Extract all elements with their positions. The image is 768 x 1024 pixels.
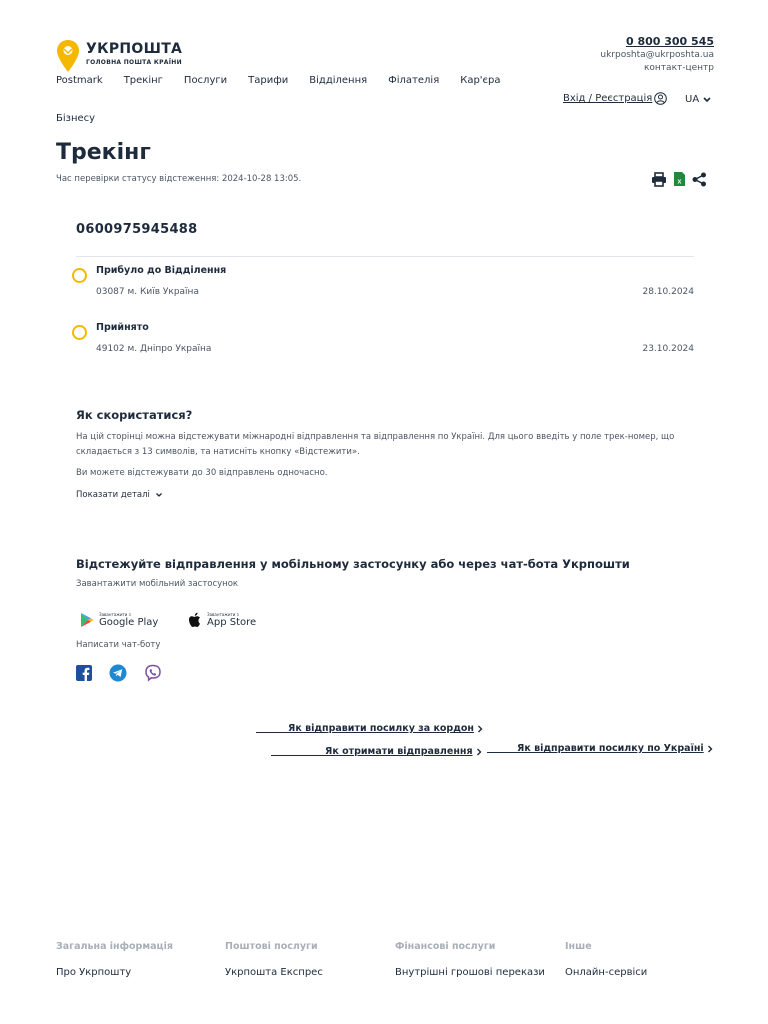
nav-item-branches[interactable]: Відділення — [309, 75, 368, 86]
link-underline — [271, 755, 325, 756]
footer-heading: Інше — [565, 941, 592, 952]
help-link-ukraine-label: Як відправити посилку по Україні — [517, 743, 704, 754]
language-label: UA — [685, 94, 700, 105]
divider — [76, 256, 694, 257]
login-link[interactable] — [563, 92, 667, 105]
help-link-abroad[interactable] — [256, 723, 483, 734]
chatbot-links — [76, 664, 179, 682]
app-store-text — [207, 612, 256, 629]
help-link-receive[interactable] — [271, 746, 482, 757]
ukrposhta-logo[interactable] — [56, 39, 196, 75]
footer-column — [225, 941, 323, 978]
mobile-title: Відстежуйте відправлення у мобільному застосунку або через чат-бота Укрпошти — [76, 557, 630, 571]
chevron-right-icon — [476, 748, 482, 756]
nav-item-career[interactable]: Кар'єра — [460, 75, 501, 86]
tracking-event — [72, 263, 694, 303]
chevron-right-icon — [477, 725, 483, 733]
footer-heading: Поштові послуги — [225, 941, 318, 952]
apple-icon — [188, 612, 202, 628]
footer-column — [395, 941, 545, 978]
footer-link[interactable]: Укрпошта Експрес — [225, 967, 323, 978]
help-link-receive-label: Як отримати відправлення — [325, 746, 473, 757]
contact-center-label: контакт-центр — [643, 63, 714, 73]
status-circle-icon — [72, 325, 87, 340]
email-text: ukrposhta@ukrposhta.ua — [600, 50, 714, 60]
google-play-big: Google Play — [99, 616, 159, 628]
show-details-label: Показати деталі — [76, 490, 150, 500]
language-select[interactable] — [685, 94, 712, 105]
google-play-icon — [80, 612, 94, 628]
nav-item-tariffs[interactable]: Тарифи — [248, 75, 289, 86]
viber-icon[interactable] — [144, 664, 162, 682]
event-place: 49102 м. Дніпро Україна — [96, 344, 212, 354]
excel-icon[interactable] — [673, 171, 686, 187]
facebook-icon[interactable] — [76, 665, 92, 681]
svg-text:x: x — [677, 178, 682, 186]
nav-item-tracking[interactable]: Трекінг — [123, 75, 163, 86]
login-label: Вхід / Реєстрація — [563, 93, 653, 104]
phone-link[interactable]: 0 800 300 545 — [625, 35, 714, 48]
link-underline — [487, 752, 517, 753]
brand-tagline: ГОЛОВНА ПОШТА КРАЇНИ — [86, 59, 182, 66]
event-date: 23.10.2024 — [642, 344, 694, 354]
how-to-text: На цій сторінці можна відстежувати міжнародні відправлення та відправлення по Україні. Для цього введіть у поле трек-номер, що складається з 13 символів, та натисніть кнопку «Відстежити». — [76, 432, 675, 457]
how-to-limit-text: Ви можете відстежувати до 30 відправлень одночасно. — [76, 468, 328, 478]
chevron-right-icon — [707, 745, 713, 753]
event-status: Прийнято — [96, 322, 149, 333]
app-store-big: App Store — [207, 616, 257, 628]
contact-block — [600, 35, 714, 75]
tracking-number: 0600975945488 — [76, 222, 198, 237]
help-link-ukraine[interactable] — [487, 743, 713, 754]
app-store-small: Завантажити з — [207, 611, 239, 617]
footer-heading: Загальна інформація — [56, 941, 173, 952]
google-play-text — [99, 612, 158, 629]
user-icon — [654, 92, 667, 105]
share-icon[interactable] — [692, 172, 707, 187]
link-underline — [256, 732, 288, 733]
chevron-down-icon — [155, 492, 163, 498]
print-icon[interactable] — [651, 172, 667, 187]
chatbot-label: Написати чат-боту — [76, 640, 161, 650]
nav-item-business[interactable]: Бізнесу — [56, 113, 96, 124]
check-time: Час перевірки статусу відстеження: 2024-10-28 13:05. — [56, 174, 302, 184]
main-nav — [56, 74, 522, 88]
show-details-toggle[interactable] — [76, 490, 163, 500]
event-date: 28.10.2024 — [642, 287, 694, 297]
tracking-event — [72, 320, 694, 360]
chevron-down-icon — [702, 96, 712, 104]
nav-item-postmark[interactable]: Postmark — [56, 75, 103, 86]
download-app-label: Завантажити мобільний застосунок — [76, 579, 239, 589]
brand-name: УКРПОШТА — [86, 41, 183, 57]
footer-column — [565, 941, 647, 978]
toolbar — [651, 171, 713, 187]
footer-link[interactable]: Онлайн-сервіси — [565, 967, 648, 978]
footer-link[interactable]: Про Укрпошту — [56, 967, 132, 978]
footer-heading: Фінансові послуги — [395, 941, 496, 952]
help-link-abroad-label: Як відправити посилку за кордон — [288, 723, 474, 734]
telegram-icon[interactable] — [109, 664, 127, 682]
event-status: Прибуло до Відділення — [96, 265, 227, 276]
event-place: 03087 м. Київ Україна — [96, 287, 199, 297]
nav-item-services[interactable]: Послуги — [183, 75, 228, 86]
how-to-title: Як скористатися? — [76, 408, 193, 422]
google-play-small: Завантажити з — [99, 611, 131, 617]
app-store-button[interactable] — [188, 607, 256, 633]
footer-column — [56, 941, 173, 978]
google-play-button[interactable] — [80, 607, 158, 633]
nav-item-philately[interactable]: Філателія — [388, 75, 440, 86]
logo-pin-icon — [56, 39, 80, 73]
page-title: Трекінг — [56, 140, 151, 165]
status-circle-icon — [72, 268, 87, 283]
footer-link[interactable]: Внутрішні грошові перекази — [395, 967, 545, 978]
